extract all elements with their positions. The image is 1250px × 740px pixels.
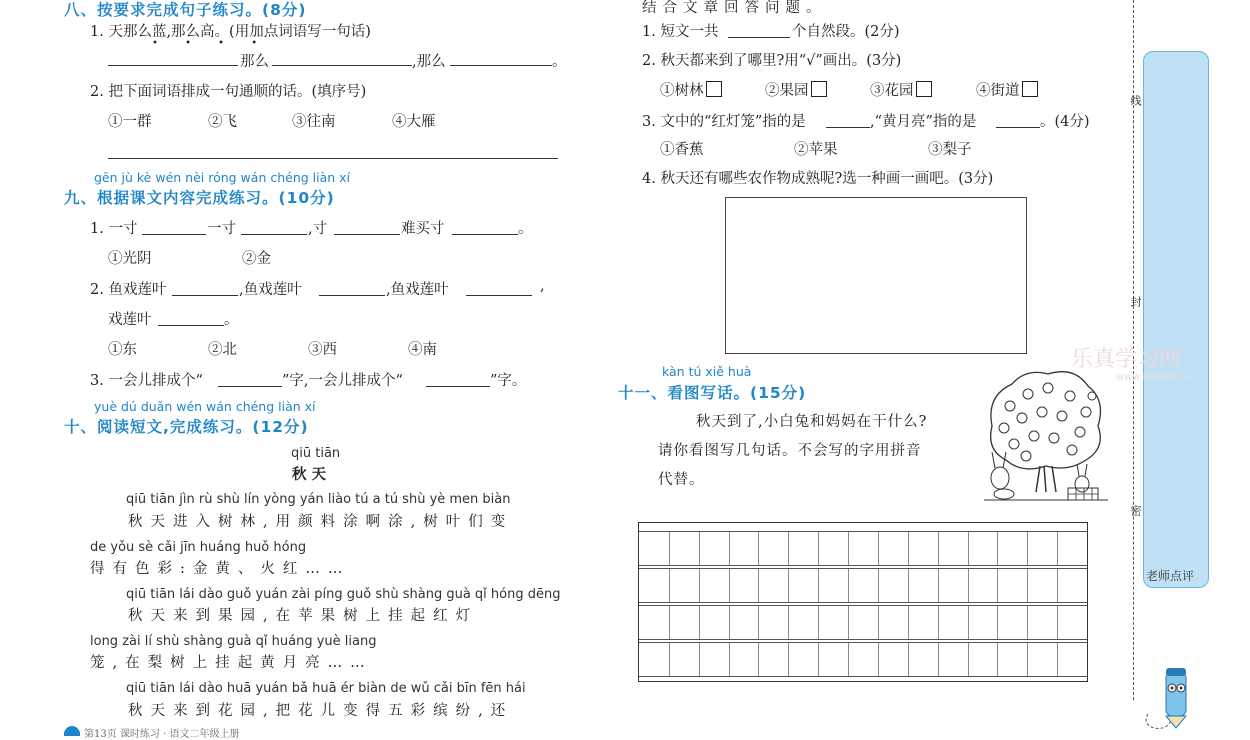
writing-prompt-line: 请你看图写几句话。不会写的字用拼音 xyxy=(658,443,922,459)
grid-cell-divider xyxy=(908,569,909,602)
checkbox[interactable] xyxy=(1022,81,1038,97)
poem-line-pinyin: de yǒu sè cǎi jīn huáng huǒ hóng xyxy=(90,540,307,555)
grid-cell-divider xyxy=(968,606,969,639)
checkbox[interactable] xyxy=(706,81,722,97)
grid-cell-divider xyxy=(788,643,789,676)
poem-line-pinyin: qiū tiān jìn rù shù lín yòng yán liào tú a tú shù yè men biàn xyxy=(126,492,511,507)
answer-line[interactable] xyxy=(108,158,558,159)
grid-cell-divider xyxy=(878,569,879,602)
q9-1-opt: ②金 xyxy=(242,251,271,267)
teacher-comment-label: 老师点评 xyxy=(1146,569,1195,583)
r-q3-opt: ③梨子 xyxy=(928,142,972,158)
grid-cell-divider xyxy=(699,532,700,565)
grid-cell-divider xyxy=(968,532,969,565)
blank-line[interactable] xyxy=(272,65,412,66)
q9-1-b: 一寸 xyxy=(207,221,236,237)
q8-1-end: 。 xyxy=(552,54,567,70)
pencil-mascot-icon xyxy=(1140,662,1200,732)
q9-2-opt: ②北 xyxy=(208,342,237,358)
grid-cell-divider xyxy=(788,569,789,602)
section-10-pinyin: yuè dú duǎn wén wán chéng liàn xí xyxy=(94,399,316,414)
top-cut-text: 结合文章回答问题。 xyxy=(642,0,827,16)
grid-cell-divider xyxy=(669,569,670,602)
grid-cell-divider xyxy=(1057,606,1058,639)
poem-line-pinyin: qiū tiān lái dào guǒ yuán zài píng guǒ shù shàng guà qǐ hóng dēng xyxy=(126,587,561,602)
grid-cell-divider xyxy=(997,569,998,602)
grid-row xyxy=(639,642,1087,677)
writing-prompt-line: 代替。 xyxy=(658,472,705,488)
grid-cell-divider xyxy=(758,532,759,565)
grid-cell-divider xyxy=(818,606,819,639)
grid-cell-divider xyxy=(1057,569,1058,602)
grid-cell-divider xyxy=(1057,643,1058,676)
checkbox[interactable] xyxy=(916,81,932,97)
r-q2-opt: ②果园 xyxy=(765,79,827,100)
grid-row xyxy=(639,531,1087,566)
drawing-box[interactable] xyxy=(725,197,1027,354)
blank-line[interactable] xyxy=(158,325,224,326)
poem-line: 秋天进入树林,用颜料涂啊涂,树叶们变 xyxy=(128,514,514,530)
grid-cell-divider xyxy=(729,606,730,639)
grid-cell-divider xyxy=(938,532,939,565)
grid-cell-divider xyxy=(1027,643,1028,676)
r-q3-a: 3. 文中的“红灯笼”指的是 xyxy=(642,114,806,130)
grid-cell-divider xyxy=(669,606,670,639)
poem-line-pinyin: long zài lí shù shàng guà qǐ huáng yuè liang xyxy=(90,634,377,649)
q9-2-opt: ③西 xyxy=(308,342,337,358)
q8-2-opt: ③往南 xyxy=(292,114,336,130)
blank-line[interactable] xyxy=(728,37,790,38)
grid-cell-divider xyxy=(878,606,879,639)
poem-line-pinyin: qiū tiān lái dào huā yuán bǎ huā ér biàn de wǔ cǎi bīn fēn hái xyxy=(126,681,526,696)
r-q3-c: 。(4分) xyxy=(1040,114,1090,130)
poem-line: 得有色彩:金黄、火红…… xyxy=(90,561,351,577)
blank-line[interactable] xyxy=(452,234,518,235)
blank-line[interactable] xyxy=(241,234,307,235)
grid-cell-divider xyxy=(758,606,759,639)
r-q3-b: ,“黄月亮”指的是 xyxy=(870,114,977,130)
section-10-title: 十、阅读短文,完成练习。(12分) xyxy=(64,418,309,436)
grid-row xyxy=(639,605,1087,640)
blank-line[interactable] xyxy=(172,295,238,296)
grid-cell-divider xyxy=(908,606,909,639)
q8-2-opt: ②飞 xyxy=(208,114,237,130)
grid-cell-divider xyxy=(699,643,700,676)
blank-line[interactable] xyxy=(466,295,532,296)
q9-1-d: 难买寸 xyxy=(401,221,445,237)
grid-cell-divider xyxy=(938,643,939,676)
grid-cell-divider xyxy=(848,643,849,676)
section-9-pinyin: gēn jù kè wén nèi róng wán chéng liàn xí xyxy=(94,170,351,185)
r-q3-opt: ②苹果 xyxy=(794,142,838,158)
grid-row xyxy=(639,568,1087,603)
q9-1-e: 。 xyxy=(518,221,533,237)
q9-3-b: ”字,一会儿排成个“ xyxy=(282,373,403,389)
r-q1-b: 个自然段。(2分) xyxy=(792,24,900,40)
q9-2-opt: ①东 xyxy=(108,342,137,358)
seal-xian: 线 xyxy=(1129,95,1142,106)
q9-1-c: ,寸 xyxy=(308,221,328,237)
grid-cell-divider xyxy=(669,643,670,676)
grid-cell-divider xyxy=(729,569,730,602)
grid-cell-divider xyxy=(818,569,819,602)
blank-line[interactable] xyxy=(826,127,870,128)
q9-2-d: , xyxy=(540,278,545,294)
poem-line: 笼,在梨树上挂起黄月亮…… xyxy=(90,655,373,671)
r-q2-opt: ④街道 xyxy=(976,79,1038,100)
poem-title-pinyin: qiū tiān xyxy=(291,446,341,461)
blank-line[interactable] xyxy=(218,386,282,387)
grid-cell-divider xyxy=(878,532,879,565)
grid-cell-divider xyxy=(997,532,998,565)
grid-cell-divider xyxy=(788,606,789,639)
blank-line[interactable] xyxy=(450,65,552,66)
r-q3-opt: ①香蕉 xyxy=(660,142,704,158)
q8-2-opt: ①一群 xyxy=(108,114,152,130)
grid-cell-divider xyxy=(908,643,909,676)
q9-2-a: 2. 鱼戏莲叶 xyxy=(90,282,167,298)
grid-cell-divider xyxy=(878,643,879,676)
q8-1-na2: ,那么 xyxy=(412,54,446,70)
q8-2-text: 2. 把下面词语排成一句通顺的话。(填序号) xyxy=(90,84,367,100)
grid-cell-divider xyxy=(818,532,819,565)
section-11-pinyin: kàn tú xiě huà xyxy=(662,364,752,379)
poem-title: 秋 天 xyxy=(292,466,327,483)
grid-cell-divider xyxy=(1057,532,1058,565)
grid-cell-divider xyxy=(729,643,730,676)
teacher-comment-panel[interactable] xyxy=(1143,51,1209,588)
grid-cell-divider xyxy=(699,606,700,639)
r-q2-text: 2. 秋天都来到了哪里?用“√”画出。(3分) xyxy=(642,53,902,69)
grid-cell-divider xyxy=(848,606,849,639)
section-11-title: 十一、看图写话。(15分) xyxy=(618,384,807,402)
checkbox[interactable] xyxy=(811,81,827,97)
q9-1-a: 1. 一寸 xyxy=(90,221,138,237)
grid-cell-divider xyxy=(818,643,819,676)
poem-line: 秋天来到果园,在苹果树上挂起红灯 xyxy=(128,608,479,624)
grid-cell-divider xyxy=(699,569,700,602)
q9-2-f: 。 xyxy=(224,312,239,328)
blank-line[interactable] xyxy=(108,65,238,66)
blank-line[interactable] xyxy=(142,234,206,235)
blank-line[interactable] xyxy=(334,234,400,235)
footer-text: 第13页 课时练习 · 语文二年级上册 xyxy=(84,729,240,740)
writing-prompt-line: 秋天到了,小白兔和妈妈在干什么? xyxy=(696,414,928,430)
rabbit-icon xyxy=(991,452,1089,499)
q8-1-text: 1. 天那么蓝,那么高。(用加点词语写一句话) xyxy=(90,24,371,40)
grid-cell-divider xyxy=(938,569,939,602)
grid-cell-divider xyxy=(938,606,939,639)
grid-cell-divider xyxy=(848,532,849,565)
r-q1-a: 1. 短文一共 xyxy=(642,24,719,40)
grid-cell-divider xyxy=(968,569,969,602)
q9-2-b: ,鱼戏莲叶 xyxy=(239,282,302,298)
watermark-url: www.lezhen.cn xyxy=(1116,372,1191,383)
grid-cell-divider xyxy=(788,532,789,565)
seal-feng: 封 xyxy=(1129,296,1142,307)
r-q2-opt: ①树林 xyxy=(660,79,722,100)
grid-cell-divider xyxy=(997,606,998,639)
watermark: 乐真学习网 xyxy=(1071,347,1182,372)
grid-cell-divider xyxy=(758,643,759,676)
footer-icon xyxy=(64,726,80,736)
writing-grid[interactable] xyxy=(638,522,1088,682)
q9-3-a: 3. 一会儿排成个“ xyxy=(90,373,203,389)
grid-cell-divider xyxy=(1027,569,1028,602)
grid-cell-divider xyxy=(758,569,759,602)
apple-tree-illustration xyxy=(982,366,1110,506)
r-q2-opt: ③花园 xyxy=(870,79,932,100)
q9-3-c: ”字。 xyxy=(490,373,527,389)
grid-cell-divider xyxy=(1027,532,1028,565)
emphasis-dots: • • • • xyxy=(152,38,270,49)
blank-line[interactable] xyxy=(426,386,490,387)
q9-2-opt: ④南 xyxy=(408,342,437,358)
q9-1-opt: ①光阴 xyxy=(108,251,152,267)
section-9-title: 九、根据课文内容完成练习。(10分) xyxy=(64,189,335,207)
grid-cell-divider xyxy=(669,532,670,565)
grid-cell-divider xyxy=(968,643,969,676)
blank-line[interactable] xyxy=(996,127,1040,128)
poem-line: 秋天来到花园,把花儿变得五彩缤纷,还 xyxy=(128,703,514,719)
seal-mi: 密 xyxy=(1129,505,1142,516)
blank-line[interactable] xyxy=(319,295,385,296)
section-8-title-cut: 八、按要求完成句子练习。(8分) xyxy=(64,1,307,19)
grid-cell-divider xyxy=(908,532,909,565)
r-q4-text: 4. 秋天还有哪些农作物成熟呢?选一种画一画吧。(3分) xyxy=(642,171,994,187)
q9-2-e: 戏莲叶 xyxy=(108,312,152,328)
q8-1-na: 那么 xyxy=(240,54,269,70)
grid-cell-divider xyxy=(848,569,849,602)
q9-2-c: ,鱼戏莲叶 xyxy=(386,282,449,298)
q8-2-opt: ④大雁 xyxy=(392,114,436,130)
grid-cell-divider xyxy=(729,532,730,565)
grid-cell-divider xyxy=(997,643,998,676)
grid-cell-divider xyxy=(1027,606,1028,639)
